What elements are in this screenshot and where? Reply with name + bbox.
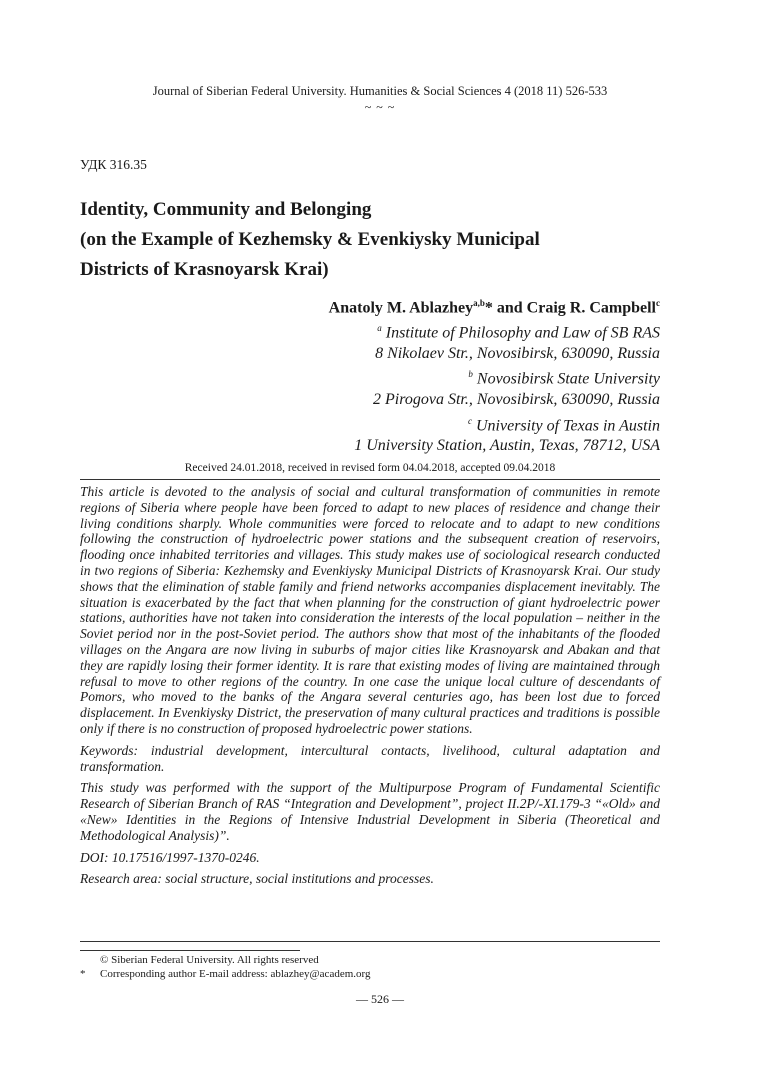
title-line-3: Districts of Krasnoyarsk Krai) bbox=[80, 259, 329, 280]
keywords: Keywords: industrial development, intercultural contacts, livelihood, cultural adaptation and transformation. bbox=[80, 742, 660, 774]
footnote-divider bbox=[80, 950, 300, 951]
affiliations bbox=[354, 318, 660, 457]
affiliation-sup: a bbox=[377, 323, 382, 333]
divider-top bbox=[80, 479, 660, 480]
affiliation-text: 1 University Station, Austin, Texas, 78712, USA bbox=[354, 437, 660, 455]
footnote-corresponding bbox=[80, 968, 370, 980]
abstract-text: This article is devoted to the analysis of social and cultural transformation of communities in remote regions of Siberia where people have been forced to adapt to new places of residence and change their living conditions sharply. Whole communities were forced to relocate and to adapt to new conditions following the construction of hydroelectric power stations and the subsequent creation of reservoirs, flooding once inhabited territories and villages. This study makes use of sociological research conducted in two regions of Siberia: Kezhemsky and Evenkiysky Municipal Districts of Krasnoyarsk Krai. Our study shows that the elimination of stable family and friend networks accompanies displacement inevitably. The situation is exacerbated by the fact that when planning for the construction of giant hydroelectric power stations, authorities have not taken into consideration the interests of the local population – neither in the Soviet period nor in the post-Soviet period. The authors show that most of the inhabitants of the flooded villages on the Angara are now living in suburbs of major cities like Krasnoyarsk and Abakan and that they are rapidly losing their former identity. It is rare that existing modes of living are maintained through refusal to move to other regions of the country. In one case the unique local culture of descendants of Pomors, who moved to the banks of the Angara several centuries ago, has been lost due to forced displacement. In Evenkiysky District, the preservation of many cultural practices and traditions is possible only if there is no construction of proposed hydroelectric power stations. bbox=[80, 484, 660, 736]
affiliation-line bbox=[354, 390, 660, 411]
author-1: Anatoly M. Ablazhey bbox=[328, 299, 474, 317]
journal-header: Journal of Siberian Federal University. Humanities & Social Sciences 4 (2018 11) 526-533 bbox=[152, 84, 608, 98]
affiliation-line bbox=[354, 344, 660, 365]
footnote-copyright bbox=[80, 954, 319, 966]
page-number: — 526 — bbox=[356, 992, 404, 1006]
affiliation-sup: b bbox=[468, 369, 473, 380]
header-separator: ~ ~ ~ bbox=[364, 100, 396, 114]
affiliation-line bbox=[354, 364, 660, 390]
doi: DOI: 10.17516/1997-1370-0246. bbox=[80, 849, 260, 865]
title-line-1: Identity, Community and Belonging bbox=[80, 199, 372, 220]
footnote-mark: * bbox=[80, 968, 86, 980]
affiliation-text: University of Texas in Austin bbox=[476, 416, 660, 434]
affiliation-text: Novosibirsk State University bbox=[476, 370, 660, 388]
affiliation-sup: c bbox=[468, 415, 472, 426]
affiliation-line bbox=[354, 411, 660, 437]
author-1-affil: a,b bbox=[473, 298, 485, 308]
affiliation-text: Institute of Philosophy and Law of SB RAS bbox=[385, 324, 660, 342]
research-area: Research area: social structure, social institutions and processes. bbox=[80, 871, 434, 887]
udk-code: УДК 316.35 bbox=[80, 157, 147, 172]
affiliation-line bbox=[354, 318, 660, 344]
abstract-block bbox=[80, 484, 660, 893]
paper-title bbox=[80, 195, 640, 285]
affiliation-text: 8 Nikolaev Str., Novosibirsk, 630090, Russia bbox=[375, 344, 660, 362]
affiliation-line bbox=[354, 436, 660, 457]
divider-bottom bbox=[80, 941, 660, 942]
title-line-2: (on the Example of Kezhemsky & Evenkiysky Municipal bbox=[80, 229, 540, 250]
author-2-affil: c bbox=[656, 298, 660, 308]
author-line bbox=[329, 298, 660, 317]
funding-note: This study was performed with the support of the Multipurpose Program of Fundamental Scientific Research of Siberian Branch of RAS “Integration and Development”, project II.2P/-XI.179-3 “«Old» and «New» Identities in the Regions of Intensive Industrial Development in Siberia (Theoretical and Methodological Analysis)”. bbox=[80, 780, 660, 843]
copyright-text: © Siberian Federal University. All rights reserved bbox=[100, 954, 319, 966]
corresponding-email: Corresponding author E-mail address: ablazhey@academ.org bbox=[100, 968, 371, 980]
received-dates: Received 24.01.2018, received in revised form 04.04.2018, accepted 09.04.2018 bbox=[184, 462, 556, 474]
affiliation-text: 2 Pirogova Str., Novosibirsk, 630090, Russia bbox=[373, 391, 660, 409]
author-2: Craig R. Campbell bbox=[526, 299, 656, 317]
author-and: and bbox=[492, 299, 527, 317]
corresponding-mark: * bbox=[484, 299, 493, 317]
